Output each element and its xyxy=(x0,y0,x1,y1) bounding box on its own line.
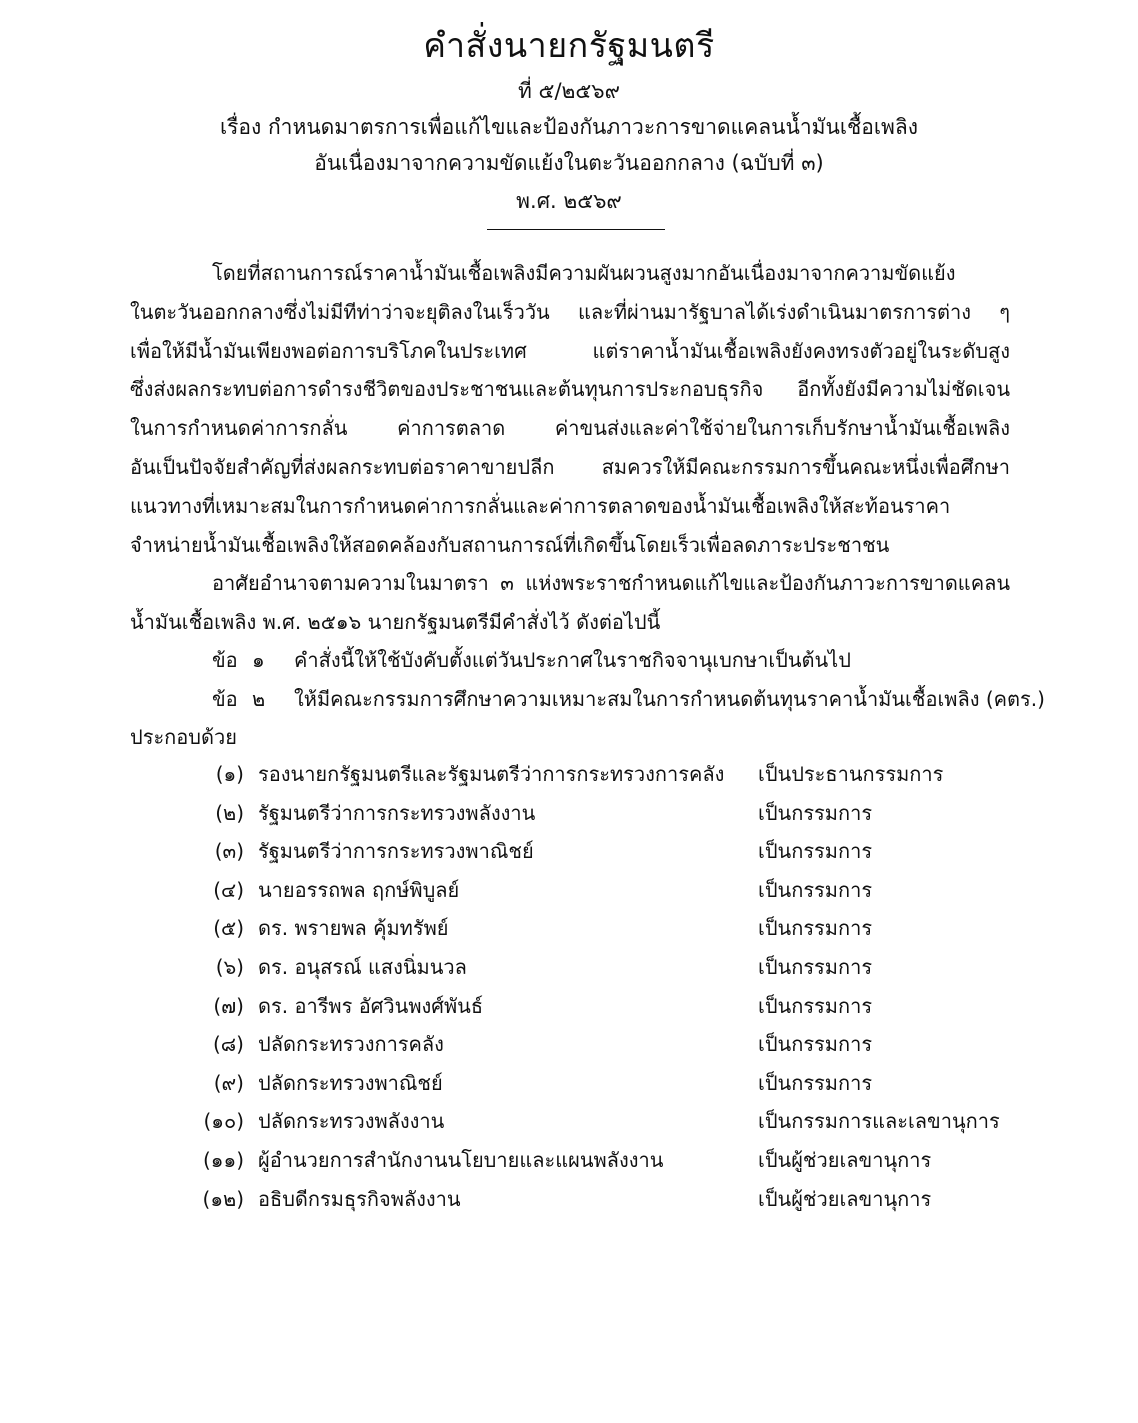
member-name: ผู้อำนวยการสำนักงานนโยบายและแผนพลังงาน xyxy=(258,1147,664,1172)
member-name: รัฐมนตรีว่าการกระทรวงพลังงาน xyxy=(258,800,536,825)
committee-member xyxy=(190,794,1020,833)
member-number: (๗) xyxy=(213,993,244,1018)
subject-line-1: เรื่อง กำหนดมาตรการเพื่อแก้ไขและป้องกันภาวะการขาดแคลนน้ำมันเชื้อเพลิง xyxy=(219,115,919,139)
member-role: เป็นกรรมการ xyxy=(758,839,873,864)
clause-text: คำสั่งนี้ให้ใช้บังคับตั้งแต่วันประกาศในราชกิจจานุเบกษาเป็นต้นไป xyxy=(294,648,851,672)
document-title: คำสั่งนายกรัฐมนตรี xyxy=(423,26,715,66)
member-name: ดร. อนุสรณ์ แสงนิ่มนวล xyxy=(258,954,467,979)
clause-number: ๒ xyxy=(252,687,266,711)
preamble-line: อันเป็นปัจจัยสำคัญที่ส่งผลกระทบต่อราคาขายปลีก สมควรให้มีคณะกรรมการขึ้นคณะหนึ่งเพื่อศึกษา xyxy=(130,454,1010,479)
member-number: (๙) xyxy=(213,1070,244,1095)
member-role: เป็นกรรมการ xyxy=(758,800,873,825)
member-name: รองนายกรัฐมนตรีและรัฐมนตรีว่าการกระทรวงการคลัง xyxy=(258,762,725,786)
member-role: เป็นกรรมการ xyxy=(758,1070,873,1095)
authority-paragraph xyxy=(130,564,1010,642)
clause-1 xyxy=(212,641,851,679)
member-role: เป็นกรรมการ xyxy=(758,877,873,902)
document-year: พ.ศ. ๒๕๖๙ xyxy=(516,189,622,213)
clause-2 xyxy=(212,680,1045,718)
member-number: (๒) xyxy=(215,800,244,825)
committee-member xyxy=(190,1180,1020,1219)
committee-member xyxy=(190,1025,1020,1064)
order-number: ที่ ๕/๒๕๖๙ xyxy=(518,79,620,103)
clause-number: ๑ xyxy=(252,648,265,672)
committee-member xyxy=(190,1064,1020,1103)
preamble-line: ในการกำหนดค่าการกลั่น ค่าการตลาด ค่าขนส่งและค่าใช้จ่ายในการเก็บรักษาน้ำมันเชื้อเพลิง xyxy=(130,416,1010,441)
committee-member xyxy=(190,832,1020,871)
member-role: เป็นประธานกรรมการ xyxy=(758,762,944,786)
member-name: นายอรรถพล ฤกษ์พิบูลย์ xyxy=(258,877,460,902)
authority-line: อาศัยอำนาจตามความในมาตรา ๓ แห่งพระราชกำหนดแก้ไขและป้องกันภาวะการขาดแคลน xyxy=(212,571,1010,595)
header-divider xyxy=(487,229,665,230)
member-role: เป็นผู้ช่วยเลขานุการ xyxy=(758,1186,932,1211)
member-role: เป็นผู้ช่วยเลขานุการ xyxy=(758,1147,932,1172)
member-role: เป็นกรรมการ xyxy=(758,916,873,941)
authority-line: น้ำมันเชื้อเพลิง พ.ศ. ๒๕๑๖ นายกรัฐมนตรีมีคำสั่งไว้ ดังต่อไปนี้ xyxy=(130,609,661,634)
member-role: เป็นกรรมการและเลขานุการ xyxy=(758,1109,1000,1134)
member-number: (๑๐) xyxy=(203,1109,244,1134)
clause-label: ข้อ xyxy=(212,648,238,672)
preamble-paragraph xyxy=(130,254,1010,564)
preamble-line: โดยที่สถานการณ์ราคาน้ำมันเชื้อเพลิงมีความผันผวนสูงมากอันเนื่องมาจากความขัดแย้ง xyxy=(212,261,956,285)
member-role: เป็นกรรมการ xyxy=(758,993,873,1018)
member-number: (๓) xyxy=(214,839,244,864)
member-number: (๑๒) xyxy=(202,1186,244,1211)
clause-text: ให้มีคณะกรรมการศึกษาความเหมาะสมในการกำหนดต้นทุนราคาน้ำมันเชื้อเพลิง (คตร.) xyxy=(294,687,1045,711)
preamble-line: แนวทางที่เหมาะสมในการกำหนดค่าการกลั่นและค่าการตลาดของน้ำมันเชื้อเพลิงให้สะท้อนราคา xyxy=(130,493,951,518)
subject-line-2: อันเนื่องมาจากความขัดแย้งในตะวันออกกลาง (ฉบับที่ ๓) xyxy=(314,151,824,175)
member-name: ดร. อารีพร อัศวินพงศ์พันธ์ xyxy=(258,993,484,1018)
committee-member xyxy=(190,1102,1020,1141)
member-name: ปลัดกระทรวงพาณิชย์ xyxy=(258,1070,443,1095)
member-number: (๖) xyxy=(215,954,244,979)
committee-member xyxy=(190,1141,1020,1180)
member-number: (๘) xyxy=(212,1032,244,1057)
member-name: ปลัดกระทรวงพลังงาน xyxy=(258,1109,445,1134)
committee-member xyxy=(190,871,1020,910)
member-role: เป็นกรรมการ xyxy=(758,954,873,979)
clause-2-continuation: ประกอบด้วย xyxy=(130,725,237,749)
member-name: ปลัดกระทรวงการคลัง xyxy=(258,1032,444,1057)
committee-member xyxy=(190,909,1020,948)
preamble-line: จำหน่ายน้ำมันเชื้อเพลิงให้สอดคล้องกับสถานการณ์ที่เกิดขึ้นโดยเร็วเพื่อลดภาระประชาชน xyxy=(130,532,890,557)
member-number: (๑) xyxy=(215,762,244,786)
member-name: รัฐมนตรีว่าการกระทรวงพาณิชย์ xyxy=(258,839,534,864)
committee-member xyxy=(190,987,1020,1026)
committee-list xyxy=(190,755,1020,1218)
member-number: (๕) xyxy=(213,916,244,941)
member-role: เป็นกรรมการ xyxy=(758,1032,873,1057)
member-name: อธิบดีกรมธุรกิจพลังงาน xyxy=(258,1186,461,1211)
preamble-line: เพื่อให้มีน้ำมันเพียงพอต่อการบริโภคในประเทศ แต่ราคาน้ำมันเชื้อเพลิงยังคงทรงตัวอยู่ในระดับสูง xyxy=(130,338,1010,363)
member-number: (๑๑) xyxy=(203,1147,244,1172)
preamble-line: ในตะวันออกกลางซึ่งไม่มีทีท่าว่าจะยุติลงในเร็ววัน และที่ผ่านมารัฐบาลได้เร่งดำเนินมาตรการต่าง ๆ xyxy=(130,299,1010,324)
preamble-line: ซึ่งส่งผลกระทบต่อการดำรงชีวิตของประชาชนและต้นทุนการประกอบธุรกิจ อีกทั้งยังมีความไม่ชัดเจน xyxy=(130,377,1010,402)
member-name: ดร. พรายพล คุ้มทรัพย์ xyxy=(258,916,449,941)
clause-label: ข้อ xyxy=(212,687,238,711)
committee-member xyxy=(190,948,1020,987)
committee-member xyxy=(190,755,1020,794)
member-number: (๔) xyxy=(213,877,244,902)
